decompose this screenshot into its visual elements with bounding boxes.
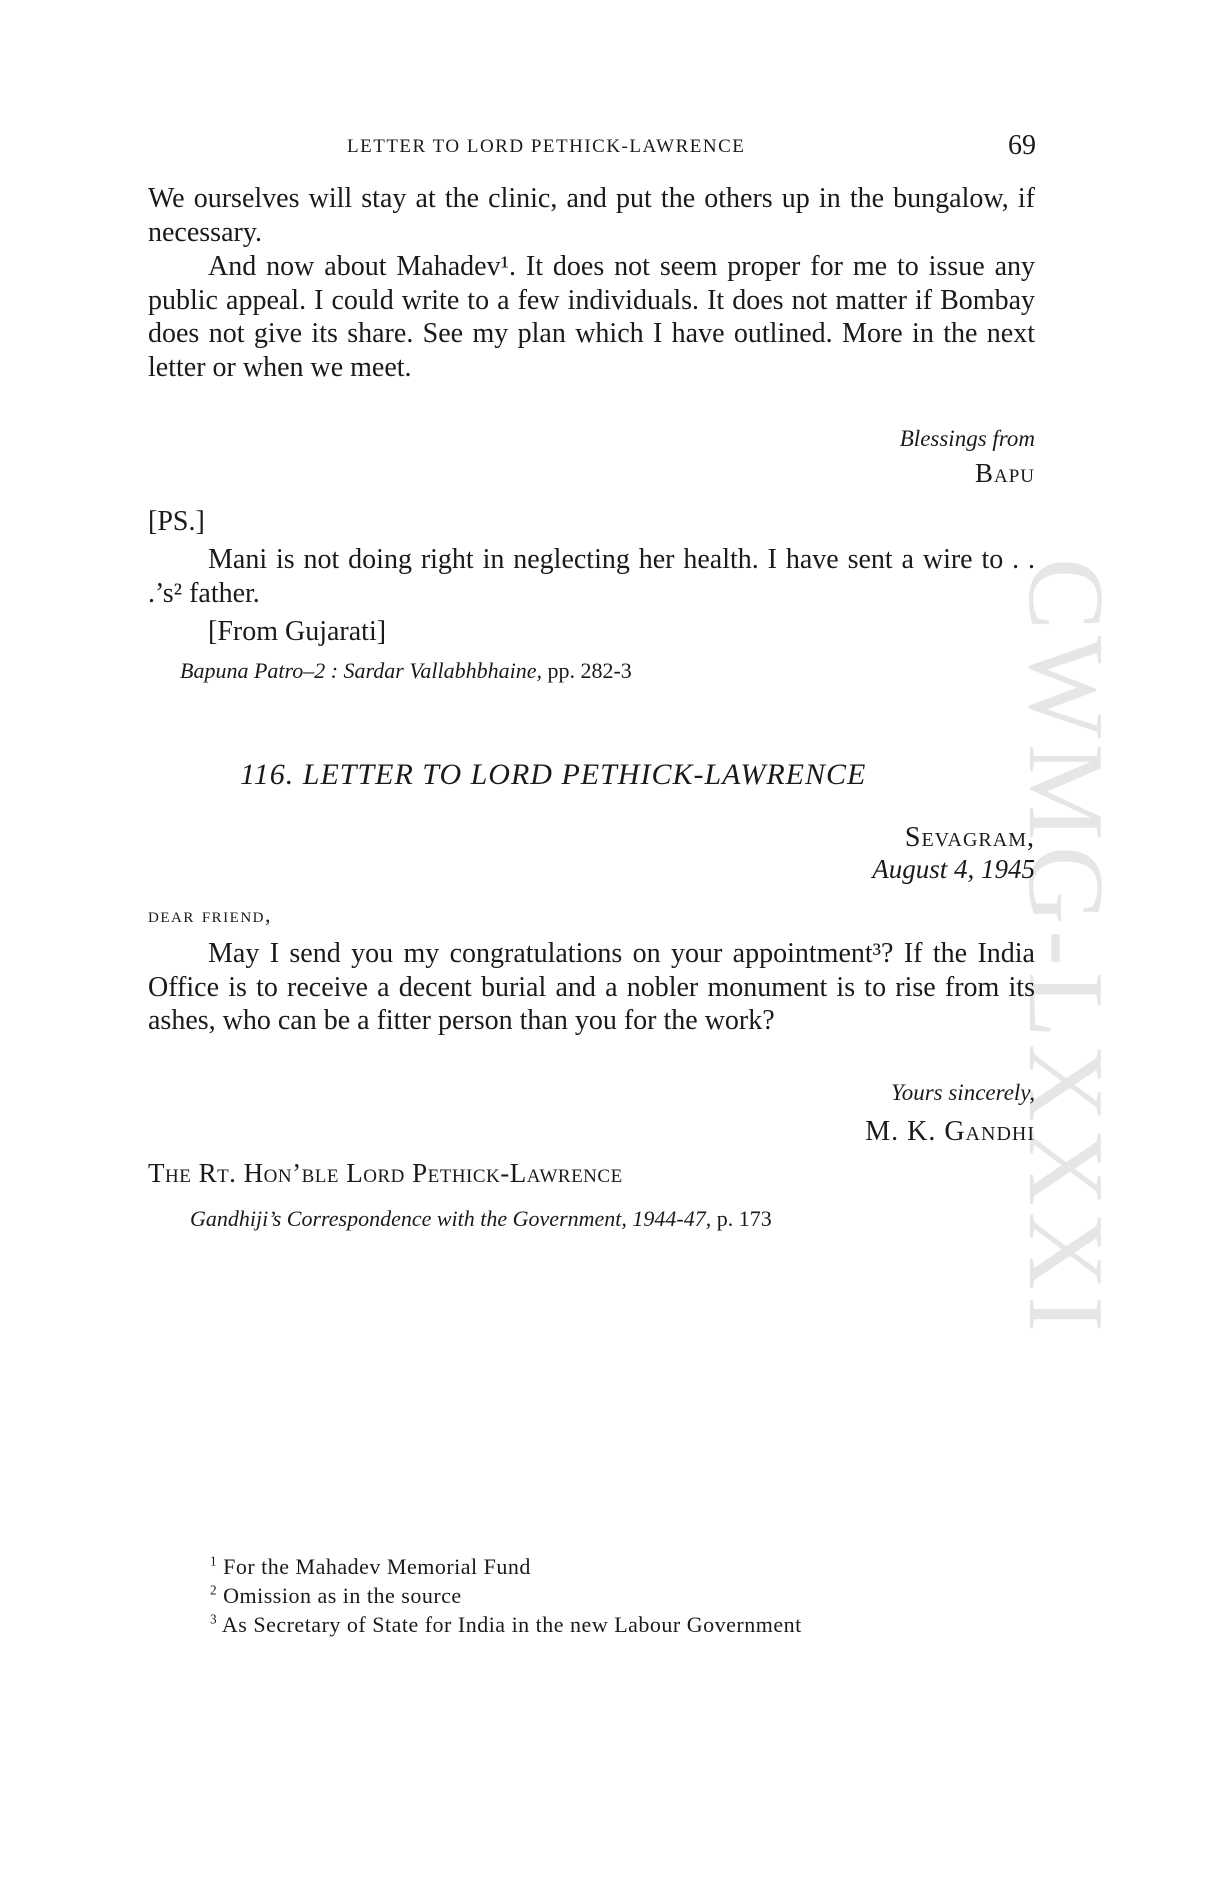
date: August 4, 1945	[872, 854, 1035, 884]
postscript: Mani is not doing right in neglecting her health. I have sent a wire to . . .’s² father.	[148, 544, 1035, 609]
running-header: LETTER TO LORD PETHICK-LAWRENCE	[347, 136, 746, 157]
footnote	[210, 1612, 802, 1638]
source-citation	[180, 658, 632, 684]
source-title: Bapuna Patro–2 : Sardar Vallabhbhaine,	[180, 658, 542, 683]
source-title: Gandhiji’s Correspondence with the Government, 1944-47,	[190, 1206, 712, 1231]
source-pages: p. 173	[711, 1206, 772, 1231]
letter-body: May I send you my congratulations on your appointment³? If the India Office is to receive a decent burial and a nobler monument is to rise from its ashes, who can be a fitter person than you for the work?	[148, 938, 1035, 1036]
translation-note: [From Gujarati]	[208, 616, 387, 647]
footnote-text: For the Mahadev Memorial Fund	[223, 1554, 531, 1579]
footnote-mark: 1	[210, 1553, 218, 1569]
place: Sevagram,	[904, 822, 1035, 853]
addressee: The Rt. Hon’ble Lord Pethick-Lawrence	[148, 1158, 623, 1188]
closing: Blessings from	[899, 426, 1035, 451]
paragraph: And now about Mahadev¹. It does not seem proper for me to issue any public appeal. I could write to a few individuals. It does not matter if Bombay does not give its share. See my plan which I have outlined. More in the next letter or when we meet.	[148, 251, 1035, 383]
footnote-mark: 3	[210, 1611, 218, 1627]
watermark-text: CWMG-LXXXI	[1006, 558, 1126, 1338]
footnote-text: Omission as in the source	[223, 1583, 462, 1608]
source-pages: pp. 282-3	[541, 658, 632, 683]
ps-label: [PS.]	[148, 506, 205, 537]
source-citation	[190, 1206, 772, 1232]
page-number: 69	[1008, 130, 1036, 161]
footnote-mark: 2	[210, 1582, 218, 1598]
footnote	[210, 1583, 462, 1609]
signature: M. K. Gandhi	[865, 1116, 1035, 1147]
signature: Bapu	[974, 458, 1035, 488]
salutation: dear friend,	[148, 902, 273, 927]
paragraph: We ourselves will stay at the clinic, and put the others up in the bungalow, if necessary.	[148, 183, 1035, 248]
closing: Yours sincerely,	[891, 1080, 1035, 1105]
footnote-text: As Secretary of State for India in the new Labour Government	[221, 1612, 802, 1637]
letter-title: 116. LETTER TO LORD PETHICK-LAWRENCE	[240, 758, 867, 791]
footnote	[210, 1554, 531, 1580]
